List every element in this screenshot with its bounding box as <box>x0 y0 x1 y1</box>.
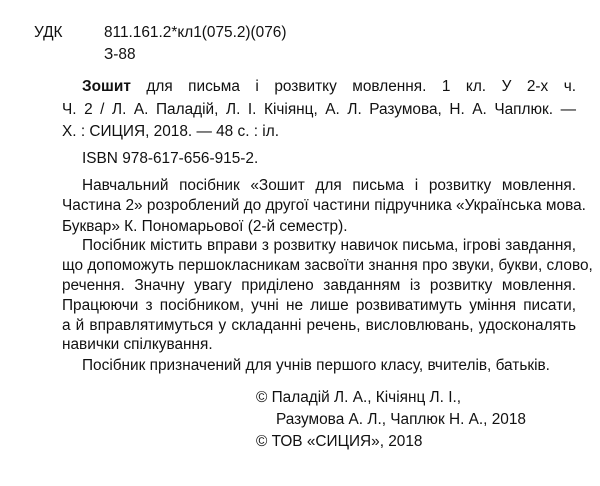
annotation-p1-line-2: Частина 2» розроблений до другої частини підручника «Українська мова. <box>62 197 586 214</box>
annotation-p2-line-4: Працюючи з посібником, учні не лише розвиватимуть уміння писати, <box>62 297 576 314</box>
isbn: ISBN 978-617-656-915-2. <box>82 150 259 167</box>
annotation-p2-line-3: речення. Значну увагу приділено завданням із розвитку мовлення. <box>62 277 576 294</box>
copyright-line-2: Разумова А. Л., Чаплюк Н. А., 2018 <box>276 411 526 428</box>
udk-code: 811.161.2*кл1(075.2)(076) <box>104 24 287 41</box>
bibliographic-line-1 <box>82 78 576 96</box>
annotation-p2-line-6: навички спілкування. <box>62 336 213 353</box>
annotation-p2-line-5: а й вправлятимуться у складанні речень, висловлювань, удосконалять <box>62 317 576 334</box>
author-mark: З-88 <box>104 46 136 63</box>
copyright-line-3: © ТОВ «СИЦИЯ», 2018 <box>256 433 423 450</box>
annotation-p2-line-1: Посібник містить вправи з розвитку навичок письма, ігрові завдання, <box>82 237 576 254</box>
bibliographic-line-3: Х. : СИЦИЯ, 2018. — 48 с. : іл. <box>62 123 279 140</box>
bibliographic-line-1-rest: для письма і розвитку мовлення. 1 кл. У 2-х ч. <box>146 78 576 95</box>
annotation-p2-line-2: що допоможуть першокласникам засвоїти знання про звуки, букви, слово, <box>62 257 593 274</box>
bibliographic-line-2: Ч. 2 / Л. А. Паладій, Л. І. Кічіянц, А. Л. Разумова, Н. А. Чаплюк. — <box>62 101 576 118</box>
annotation-p1-line-1: Навчальний посібник «Зошит для письма і розвитку мовлення. <box>82 177 576 194</box>
book-title-word: Зошит <box>82 78 131 95</box>
annotation-p1-line-3: Буквар» К. Пономарьової (2-й семестр). <box>62 218 348 235</box>
annotation-p3: Посібник призначений для учнів першого класу, вчителів, батьків. <box>82 357 550 374</box>
udk-label: УДК <box>34 24 63 41</box>
copyright-line-1: © Паладій Л. А., Кічіянц Л. І., <box>256 389 462 406</box>
